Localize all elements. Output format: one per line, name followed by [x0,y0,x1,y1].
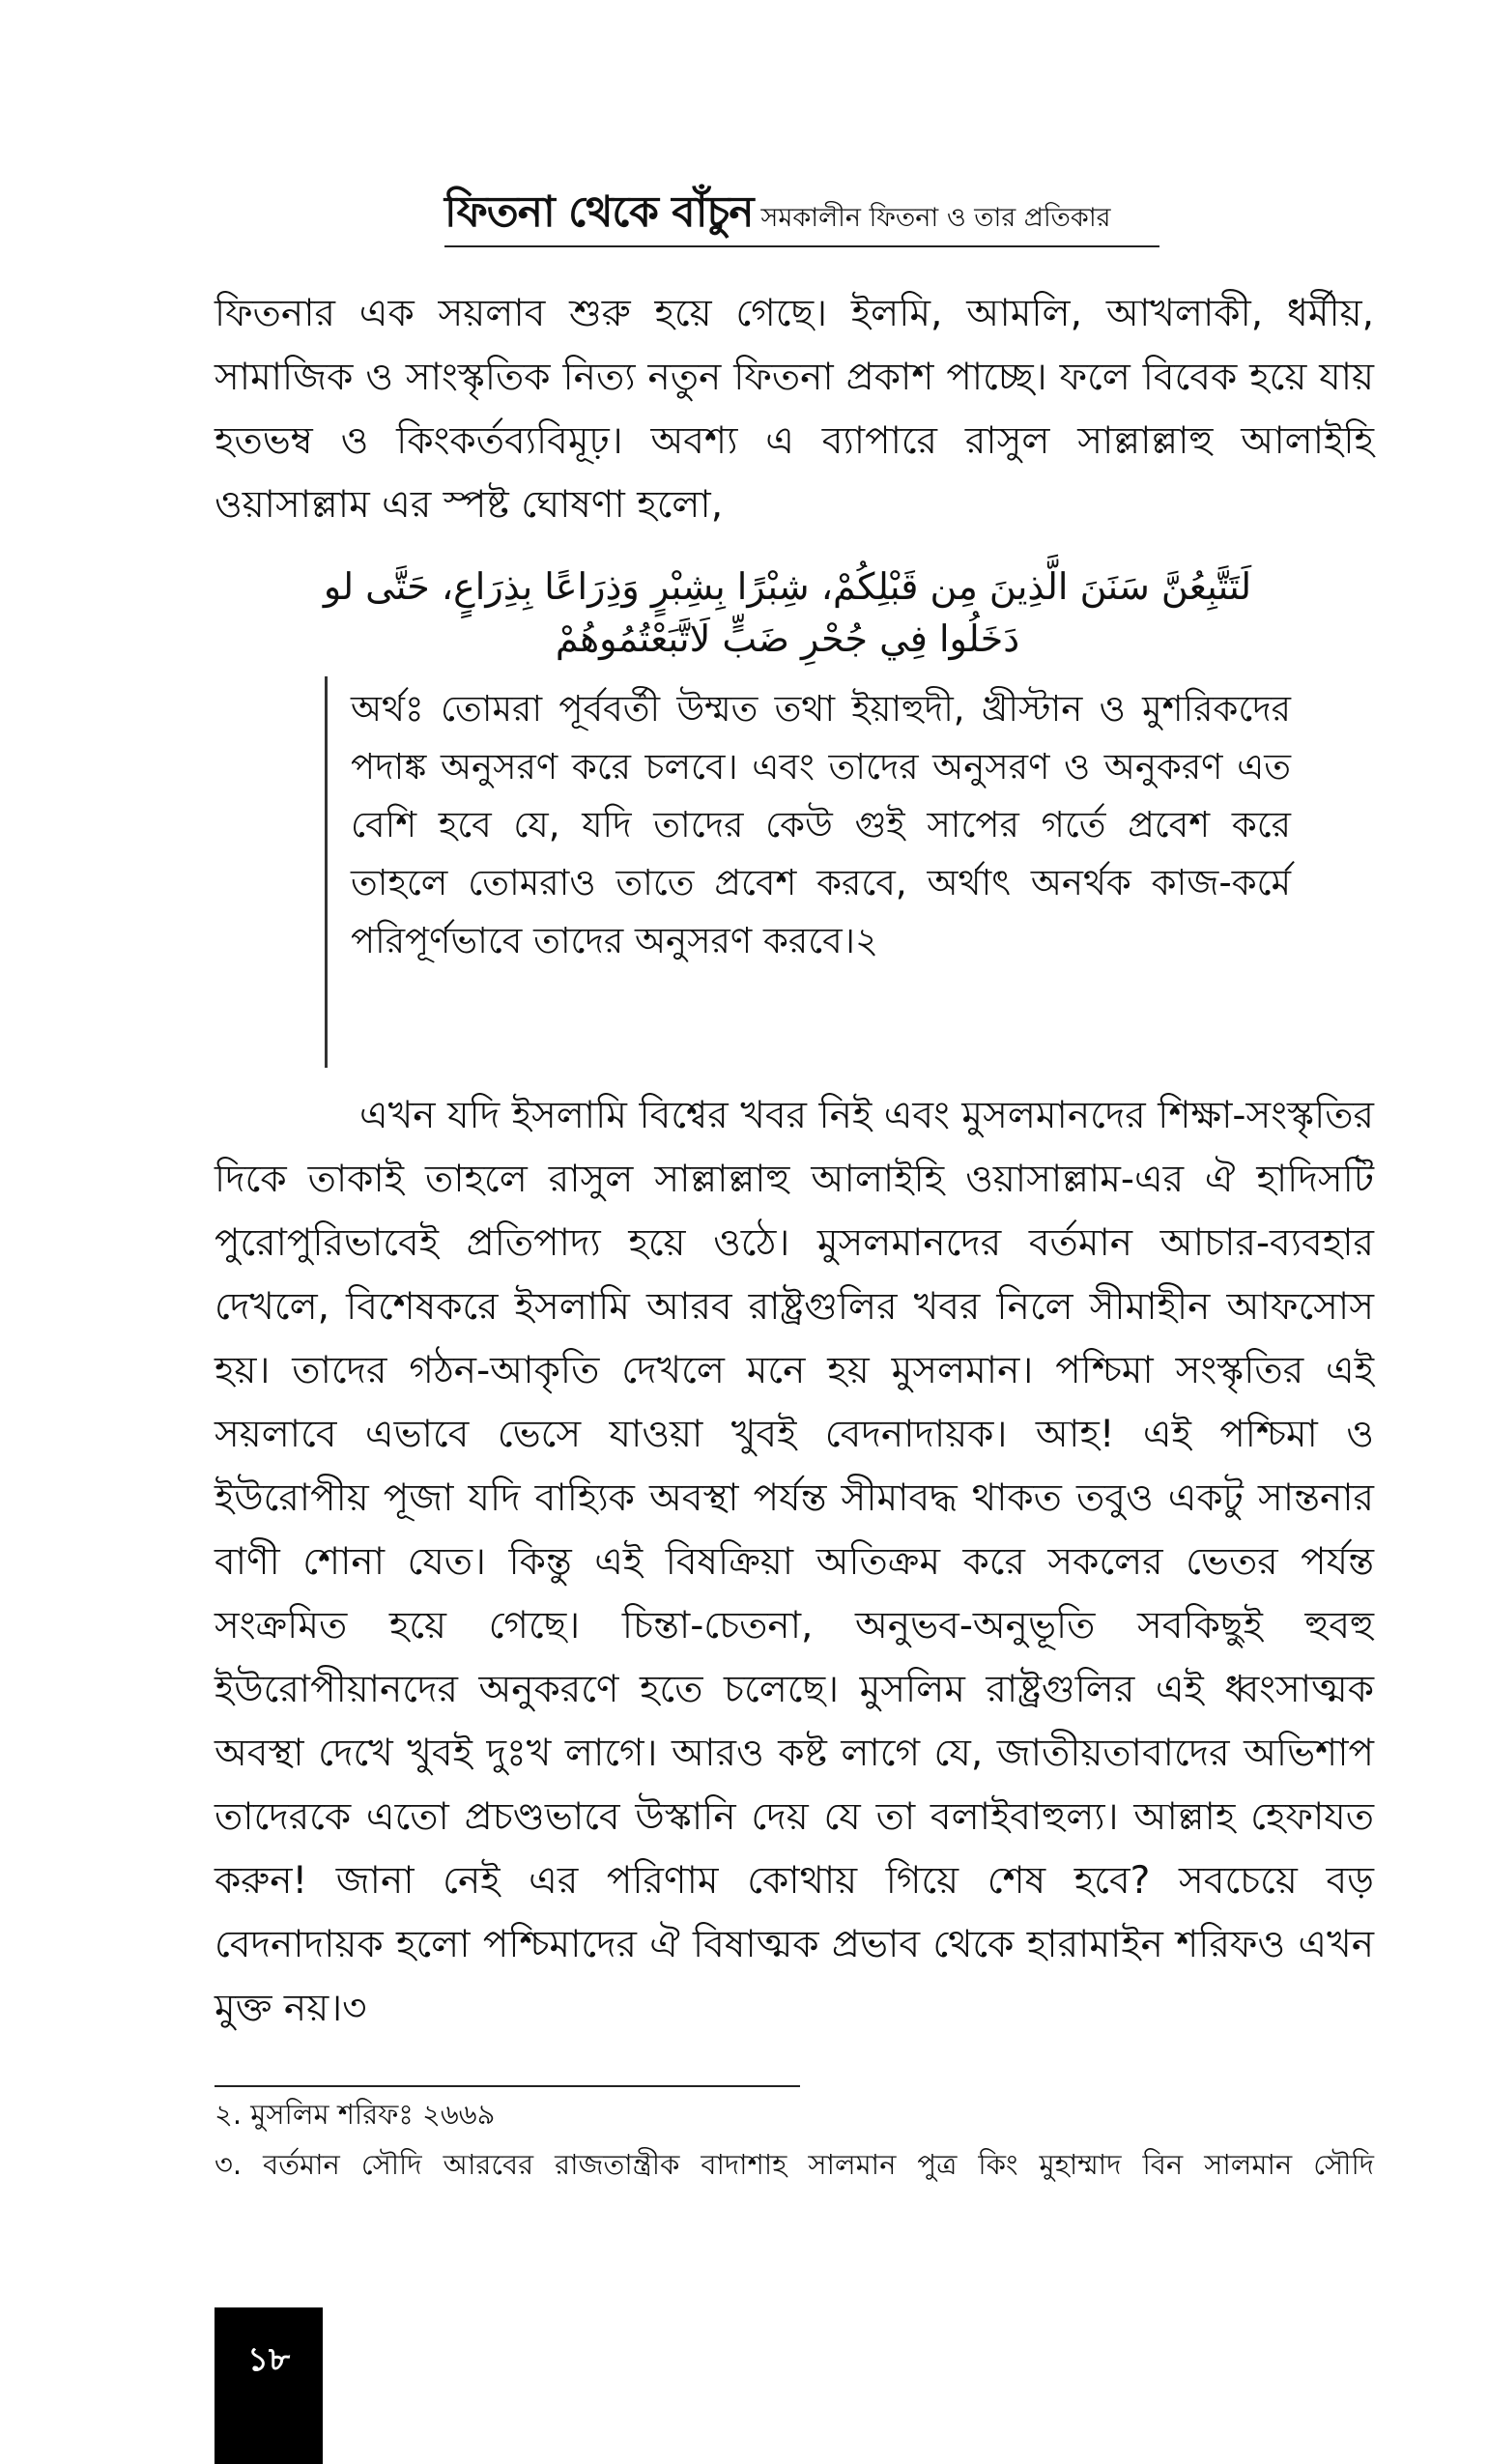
arabic-hadith: لَتَتَّبِعُنَّ سَنَنَ الَّذِينَ مِن قَبْلِكُمْ، شِبْرًا بِشِبْرٍ وَذِرَاعًا بِذِرَاعٍ، حَتَّى لو دَخَلُوا فِي جُحْرِ ضَبٍّ لَاتَّبَعْتُمُوهُمْ [323,565,1252,660]
page-number-box [215,2307,323,2464]
translation-block [325,676,1291,1068]
footnote-2: ২. মুসলিম শরিফঃ ২৬৬৯ [215,2098,496,2131]
book-title: ফিতনা থেকে বাঁচুন [444,187,754,237]
book-subtitle: সমকালীন ফিতনা ও তার প্রতিকার [760,203,1111,233]
page-number: ১৮ [246,2340,291,2379]
intro-paragraph: ফিতনার এক সয়লাব শুরু হয়ে গেছে। ইলমি, আমলি, আখলাকী, ধর্মীয়, সামাজিক ও সাংস্কৃতিক নিত্য নতুন ফিতনা প্রকাশ পাচ্ছে। ফলে বিবেক হয়ে যায় হতভম্ব ও কিংকর্তব্যবিমূঢ়। অবশ্য এ ব্যাপারে রাসুল সাল্লাল্লাহু আলাইহি ওয়াসাল্লাম এর স্পষ্ট ঘোষণা হলো, [215,292,1374,527]
footnote-3: ৩. বর্তমান সৌদি আরবের রাজতান্ত্রীক বাদাশাহ সালমান পুত্র কিং মুহাম্মাদ বিন সালমান সৌদি [215,2148,1374,2181]
body-paragraph: এখন যদি ইসলামি বিশ্বের খবর নিই এবং মুসলমানদের শিক্ষা-সংস্কৃতির দিকে তাকাই তাহলে রাসুল সাল্লাল্লাহু আলাইহি ওয়াসাল্লাম-এর ঐ হাদিসটি পুরোপুরিভাবেই প্রতিপাদ্য হয়ে ওঠে। মুসলমানদের বর্তমান আচার-ব্যবহার দেখলে, বিশেষকরে ইসলামি আরব রাষ্ট্রগুলির খবর নিলে সীমাহীন আফসোস হয়। তাদের গঠন-আকৃতি দেখলে মনে হয় মুসলমান। পশ্চিমা সংস্কৃতির এই সয়লাবে এভাবে ভেসে যাওয়া খুবই বেদনাদায়ক। আহ! এই পশ্চিমা ও ইউরোপীয় পূজা যদি বাহ্যিক অবস্থা পর্যন্ত সীমাবদ্ধ থাকত তবুও একটু সান্তনার বাণী শোনা যেত। কিন্তু এই বিষক্রিয়া অতিক্রম করে সকলের ভেতর পর্যন্ত সংক্রমিত হয়ে গেছে। চিন্তা-চেতনা, অনুভব-অনুভূতি সবকিছুই হুবহু ইউরোপীয়ানদের অনুকরণে হতে চলেছে। মুসলিম রাষ্ট্রগুলির এই ধ্বংসাত্মক অবস্থা দেখে খুবই দুঃখ লাগে। আরও কষ্ট লাগে যে, জাতীয়তাবাদের অভিশাপ তাদেরকে এতো প্রচণ্ডভাবে উস্কানি দেয় যে তা বলাইবাহুল্য। আল্লাহ হেফাযত করুন! জানা নেই এর পরিণাম কোথায় গিয়ে শেষ হবে? সবচেয়ে বড় বেদনাদায়ক হলো পশ্চিমাদের ঐ বিষাত্মক প্রভাব থেকে হারামাইন শরিফও এখন মুক্ত নয়।৩ [215,1094,1374,2030]
footnote-divider [215,2085,800,2087]
running-header [444,172,1159,247]
translation-text: অর্থঃ তোমরা পূর্ববর্তী উম্মত তথা ইয়াহুদী, খ্রীস্টান ও মুশরিকদের পদাঙ্ক অনুসরণ করে চলবে। এবং তাদের অনুসরণ ও অনুকরণ এত বেশি হবে যে, যদি তাদের কেউ গুই সাপের গর্তে প্রবেশ করে তাহলে তোমরাও তাতে প্রবেশ করবে, অর্থাৎ অনর্থক কাজ-কর্মে পরিপূর্ণভাবে তাদের অনুসরণ করবে।২ [351,688,1291,961]
